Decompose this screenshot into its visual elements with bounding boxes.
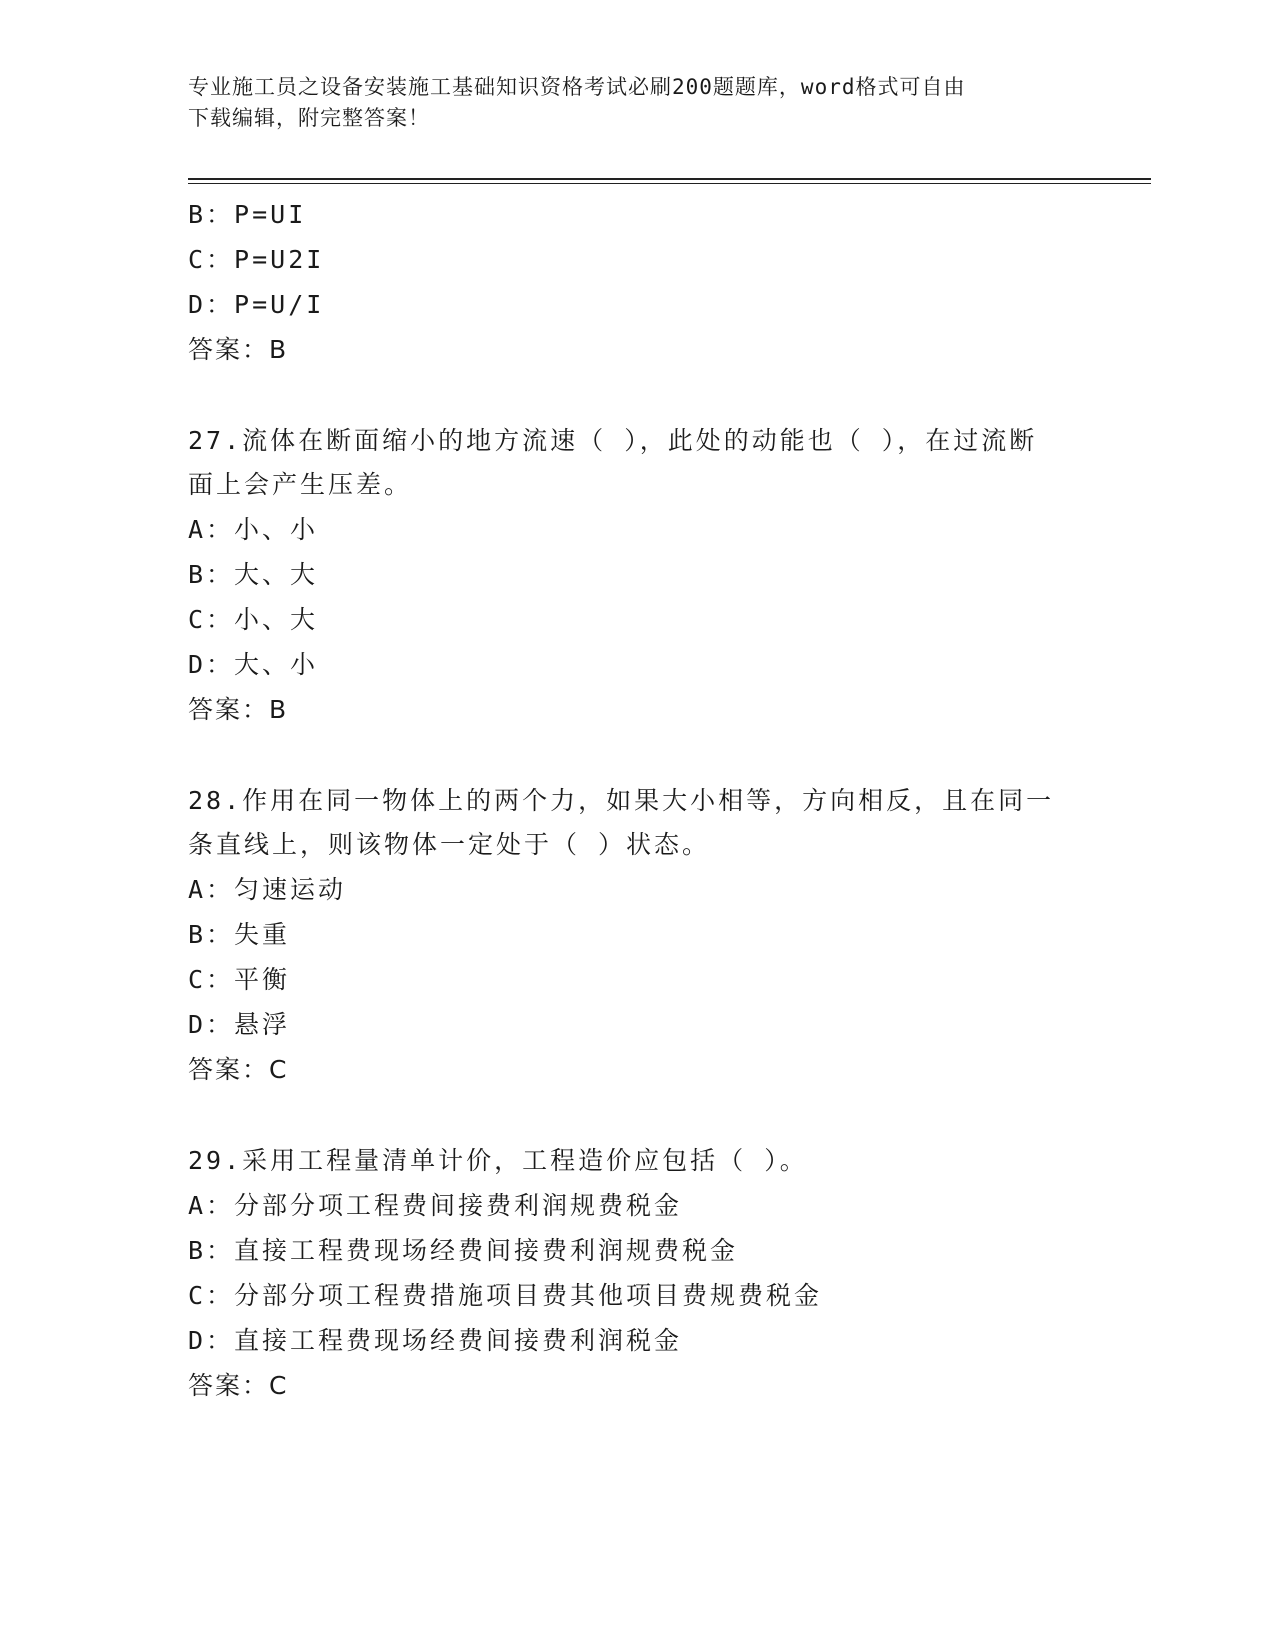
question-28 <box>188 779 1088 1092</box>
option-d: D：P=U/I <box>188 290 325 319</box>
option-a: A：小、小 <box>188 515 319 544</box>
option-b: B：失重 <box>188 920 291 949</box>
option-d: D：悬浮 <box>188 1010 291 1039</box>
option-c: C：分部分项工程费措施项目费其他项目费规费税金 <box>188 1281 823 1310</box>
option-c: C：小、大 <box>188 605 319 634</box>
option-b: B：大、大 <box>188 560 319 589</box>
option-b: B：直接工程费现场经费间接费利润规费税金 <box>188 1236 739 1265</box>
question-text-line-2: 面上会产生压差。 <box>188 470 413 499</box>
question-text-line-2: 条直线上，则该物体一定处于（ ）状态。 <box>188 830 711 859</box>
answer-line: 答案：C <box>188 1371 289 1400</box>
document-header <box>188 72 1078 134</box>
spacer <box>188 372 1088 419</box>
question-text-line-1: 28.作用在同一物体上的两个力，如果大小相等，方向相反，且在同一 <box>188 786 1055 815</box>
spacer <box>188 1092 1088 1139</box>
answer-line: 答案：C <box>188 1055 289 1084</box>
header-line-2: 下载编辑，附完整答案！ <box>188 106 430 130</box>
prev-question-block <box>188 192 1088 372</box>
header-divider-thick <box>188 178 1151 180</box>
option-c: C：平衡 <box>188 965 291 994</box>
option-d: D：直接工程费现场经费间接费利润税金 <box>188 1326 683 1355</box>
answer-line: 答案：B <box>188 335 289 364</box>
option-c: C：P=U2I <box>188 245 325 274</box>
option-b: B：P=UI <box>188 200 307 229</box>
question-27 <box>188 419 1088 732</box>
question-29 <box>188 1139 1088 1408</box>
question-text-line-1: 27.流体在断面缩小的地方流速（ ），此处的动能也（ ），在过流断 <box>188 426 1038 455</box>
header-line-1: 专业施工员之设备安装施工基础知识资格考试必刷200题题库，word格式可自由 <box>188 75 966 99</box>
option-a: A：匀速运动 <box>188 875 347 904</box>
answer-line: 答案：B <box>188 695 289 724</box>
header-divider-thin <box>188 183 1151 184</box>
question-text-line-1: 29.采用工程量清单计价，工程造价应包括（ ）。 <box>188 1146 808 1175</box>
option-a: A：分部分项工程费间接费利润规费税金 <box>188 1191 683 1220</box>
option-d: D：大、小 <box>188 650 319 679</box>
spacer <box>188 732 1088 779</box>
question-content <box>188 192 1088 1408</box>
